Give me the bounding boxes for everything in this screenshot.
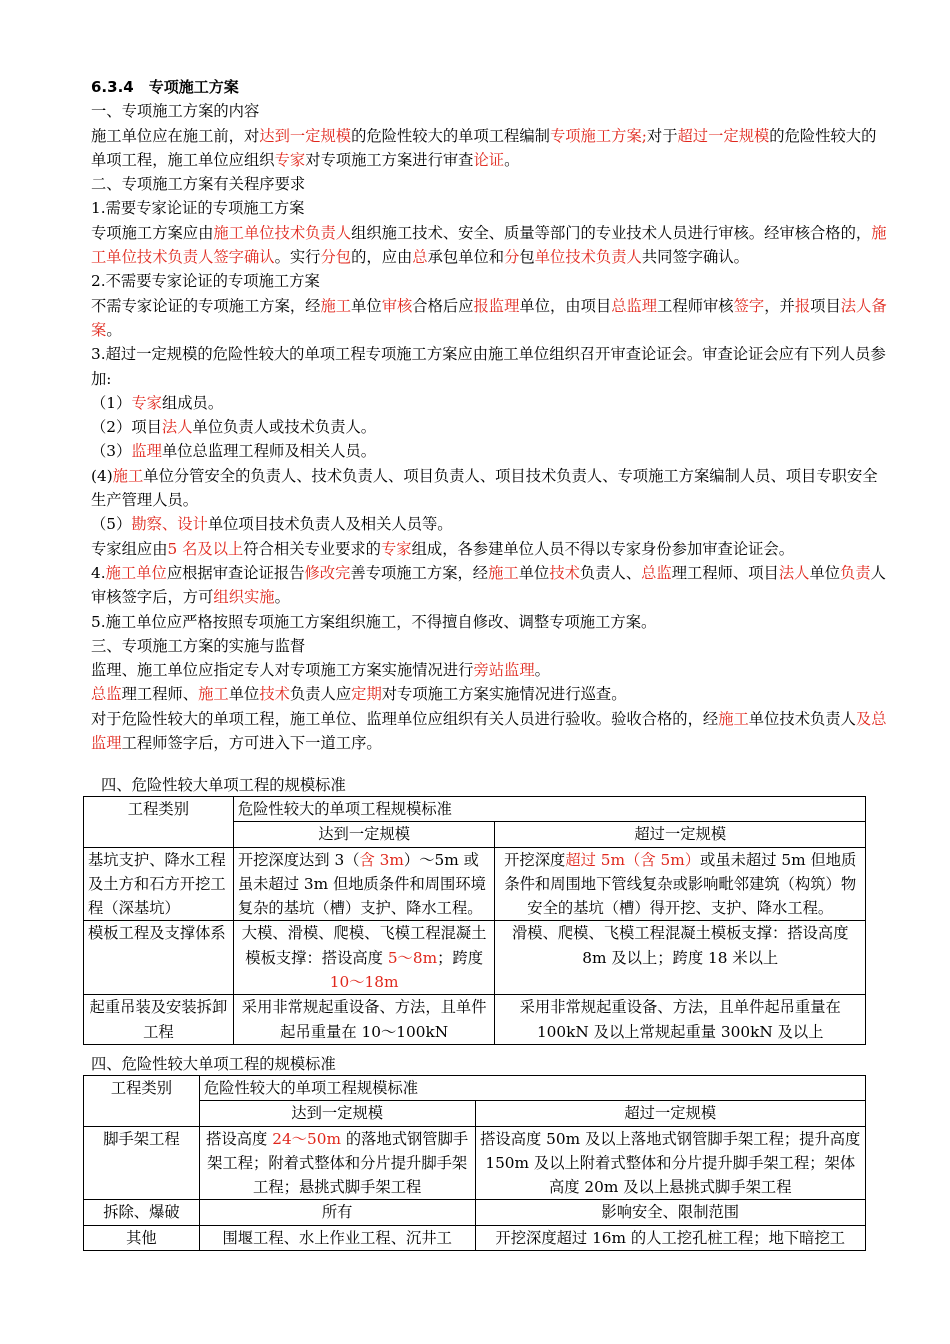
text-run: 。 [534,661,550,680]
highlight-text: 修改完 [304,563,351,582]
text-run: 组织施工技术、安全、质量等部门的专业技术人员进行审核。经审核合格的， [351,223,872,242]
highlight-text: 超过一定规模 [677,126,770,145]
paragraph-expert-group [91,537,891,561]
text-run: 组成员。 [161,393,224,412]
cell-exceed [495,847,866,921]
highlight-text: 超过 5m（含 5m） [565,850,701,869]
text-run: 单位 [228,685,260,704]
text-run: 专家组应由 [91,539,168,558]
header-standard: 危险性较大的单项工程规模标准 [233,797,865,822]
heading-content: 一、专项施工方案的内容 [91,102,260,121]
paragraph-supervision [91,658,891,682]
text-run: 的落地式钢管脚手架工程；附着式整体和分片提升脚手架工程；悬挑式脚手架工程 [207,1129,469,1197]
table-caption-2: 四、危险性较大单项工程的规模标准 [91,1055,336,1073]
subheading-expert: 1.需要专家论证的专项施工方案 [91,199,305,218]
highlight-text: 技术 [259,685,290,704]
text-run: 。 [274,588,290,607]
text-run: 所有 [321,1203,353,1222]
text-run: 或虽未超过 5m 但地质条件和周围地下管线复杂或影响毗邻建筑（构筑）物安全的基坑（槽）得开挖、支护、降水工程。 [504,850,857,918]
table-row [84,1225,866,1250]
text-run: 共同签字确认。 [641,248,749,267]
highlight-text: 施工单位 [105,563,167,582]
table-row [84,921,866,995]
cell-reach [233,847,495,921]
table-caption: 四、危险性较大单项工程的规模标准 [101,776,346,794]
text-run: 的危险性较大的单项工程编制 [351,126,550,145]
paragraph-expert [91,221,891,270]
cell-type: 基坑支护、降水工程及土方和石方开挖工程（深基坑） [84,847,234,921]
highlight-text: 负责 [840,563,871,582]
cell-reach [199,1225,475,1250]
cell-type: 起重吊装及安装拆卸工程 [84,995,234,1045]
paragraph-acceptance [91,707,891,756]
highlight-text: 勘察、设计 [131,515,208,534]
text-run: 影响安全、限制范围 [601,1203,740,1222]
highlight-text: 专家 [380,539,412,558]
text-run: 单位 [518,563,550,582]
highlight-text: 报 [794,296,811,315]
highlight-text: 定期 [351,685,382,704]
text-run: 理工程师、 [121,685,199,704]
highlight-text: 专家 [274,150,306,169]
scale-table-2 [83,1075,866,1251]
subheading-no-expert: 2.不需要专家论证的专项施工方案 [91,272,320,291]
highlight-text: 24～50m [272,1129,341,1148]
highlight-text: 签字 [733,296,765,315]
text-run: ，并 [764,296,795,315]
text-run: 组成，各参建单位人员不得以专家身份参加审查论证会。 [411,539,795,558]
text-run: 单位，由项目 [519,296,612,315]
text-run: 人审核签字后，方可 [91,563,886,607]
text-run: 包 [519,248,535,267]
text-run: 。 [504,150,520,169]
cell-type: 模板工程及支撑体系 [84,921,234,995]
highlight-text: 法人备案 [91,296,887,339]
text-run: （1） [91,393,132,412]
text-run: 承包单位和 [427,248,505,267]
highlight-text: 总监 [641,563,672,582]
text-run: 监理、施工单位应指定专人对专项施工方案实施情况进行 [91,661,474,680]
highlight-text: 含 3m [359,850,404,869]
highlight-text: 及总监理 [91,709,887,753]
header-reach: 达到一定规模 [233,822,495,847]
highlight-text: 论证 [473,150,505,169]
text-run: 单位 [809,563,841,582]
list-item [91,512,891,536]
text-run: 单位项目技术负责人及相关人员等。 [207,515,453,534]
text-run: 对专项施工方案实施情况进行巡查。 [381,685,627,704]
text-run: 搭设高度 [206,1129,273,1148]
cell-type: 拆除、爆破 [84,1200,200,1225]
table-row [84,1126,866,1200]
cell-reach [199,1126,475,1200]
text-run: 专项施工方案应由 [91,223,214,242]
highlight-text: 技术 [549,563,580,582]
text-run: 不需专家论证的专项施工方案，经 [91,296,321,315]
list-item [91,415,891,439]
highlight-text: 10～18m [329,973,399,992]
cell-exceed [495,921,866,995]
text-run: 善专项施工方案，经 [350,563,489,582]
highlight-text: 总监 [91,685,122,704]
text-run: 单位总监理工程师及相关人员。 [161,442,377,461]
highlight-text: 总 [412,248,428,267]
paragraph-review-meeting: 3.超过一定规模的危险性较大的单项工程专项施工方案应由施工单位组织召开审查论证会。审查论证会应有下列人员参加: [91,345,886,388]
text-run: 。 [106,320,122,339]
header-exceed: 超过一定规模 [475,1101,866,1126]
text-run: 的，应由 [351,248,413,267]
cell-exceed [475,1126,866,1200]
paragraph-content [91,124,891,173]
list-item [91,391,891,415]
text-run: 单位分管安全的负责人、技术负责人、项目负责人、项目技术负责人、专项施工方案编制人员、项目专职安全生产管理人员。 [91,466,878,510]
highlight-text: 监理 [131,442,162,461]
heading-implementation: 三、专项施工方案的实施与监督 [91,636,306,655]
paragraph-strict: 5.施工单位应严格按照专项施工方案组织施工，不得擅自修改、调整专项施工方案。 [91,612,657,631]
text-run: 的危险性较大的单项工程，施工单位应组织 [91,126,877,169]
heading-procedure: 二、专项施工方案有关程序要求 [91,175,306,194]
cell-reach [199,1200,475,1225]
header-type: 工程类别 [84,797,234,848]
highlight-text: 施工 [488,563,519,582]
paragraph-revise [91,561,891,610]
list-item [91,439,891,463]
highlight-text: 旁站监理 [473,661,535,680]
table-row [84,847,866,921]
header-standard: 危险性较大的单项工程规模标准 [199,1076,865,1101]
cell-exceed [475,1225,866,1250]
header-exceed: 超过一定规模 [495,822,866,847]
text-run: 负责人应 [289,685,352,704]
highlight-text: 分包 [320,248,352,267]
highlight-text: 施工 [112,466,144,485]
highlight-text: 专家 [131,393,162,412]
text-run: （5） [91,515,132,534]
text-run: 负责人、 [579,563,642,582]
text-run: ）～5m 或虽未超过 3m 但地质条件和周围环境复杂的基坑（槽）支护、降水工程。 [237,850,486,918]
highlight-text: 专项施工方案; [549,126,647,145]
cell-reach [233,921,495,995]
highlight-text: 法人 [778,563,810,582]
paragraph-no-expert [91,294,891,343]
paragraph-inspection [91,682,891,706]
highlight-text: 施工 [718,709,749,728]
document-body [91,75,891,755]
text-run: 工程师审核 [657,296,734,315]
header-type: 工程类别 [84,1076,200,1127]
text-run: ；跨度 [437,948,484,967]
text-run: 对专项施工方案进行审查 [305,150,474,169]
highlight-text: 报监理 [473,296,520,315]
text-run: 。实行 [274,248,321,267]
text-run: 单位 [351,296,382,315]
header-reach: 达到一定规模 [199,1101,475,1126]
text-run: 围堰工程、水上作业工程、沉井工 [222,1228,452,1247]
highlight-text: 法人 [161,418,193,437]
highlight-text: 达到一定规模 [259,126,352,145]
text-run: 单位技术负责人 [748,709,856,728]
text-run: 开挖深度超过 16m 的人工挖孔桩工程；地下暗挖工 [495,1228,846,1247]
highlight-text: 施工单位技术负责人签字确认 [91,223,887,267]
list-item [91,464,891,513]
cell-exceed [475,1200,866,1225]
text-run: 符合相关专业要求的 [243,539,381,558]
table-row [84,995,866,1045]
scale-table-1 [83,796,866,1045]
text-run: 搭设高度 50m 及以上落地式钢管脚手架工程；提升高度 150m 及以上附着式整体和分片提升脚手架工程；架体高度 20m 及以上悬挑式脚手架工程 [480,1129,861,1197]
highlight-text: 施工 [320,296,352,315]
highlight-text: 施工单位技术负责人 [213,223,352,242]
cell-type: 脚手架工程 [84,1126,200,1200]
text-run: 采用非常规起重设备、方法，且单件起吊重量在 100kN 及以上常规起重量 300kN 及以上 [519,998,841,1041]
highlight-text: 5 名及以上 [167,539,244,558]
cell-exceed [495,995,866,1045]
text-run: （2）项目 [91,418,162,437]
text-run: 对于危险性较大的单项工程，施工单位、监理单位应组织有关人员进行验收。验收合格的，经 [91,709,719,728]
highlight-text: 单位技术负责人 [534,248,642,267]
text-run: 对于 [646,126,678,145]
text-run: 4. [91,563,106,582]
text-run: 开挖深度达到 3（ [237,850,360,869]
table-row [84,1200,866,1225]
section-title: 6.3.4 专项施工方案 [91,78,239,96]
text-run: 理工程师、项目 [671,563,779,582]
text-run: （3） [91,442,132,461]
text-run: 采用非常规起重设备、方法，且单件起吊重量在 10～100kN [241,998,487,1041]
text-run: 施工单位应在施工前，对 [91,126,260,145]
cell-reach [233,995,495,1045]
text-run: 工程师签字后，方可进入下一道工序。 [121,734,382,753]
text-run: 大模、滑模、爬模、飞模工程混凝土模板支撑：搭设高度 [241,924,487,967]
highlight-text: 分 [504,248,520,267]
highlight-text: 施工 [198,685,229,704]
text-run: 合格后应 [412,296,474,315]
highlight-text: 审核 [381,296,413,315]
text-run: 开挖深度 [504,850,566,869]
text-run: (4) [91,466,113,485]
text-run: 项目 [810,296,841,315]
cell-type: 其他 [84,1225,200,1250]
text-run: 滑模、爬模、飞模工程混凝土模板支撑：搭设高度 8m 及以上；跨度 18 米以上 [511,924,849,967]
text-run: 单位负责人或技术负责人。 [192,418,377,437]
highlight-text: 总监理 [611,296,658,315]
highlight-text: 5～8m [387,948,438,967]
text-run: 应根据审查论证报告 [166,563,305,582]
highlight-text: 组织实施 [213,588,275,607]
